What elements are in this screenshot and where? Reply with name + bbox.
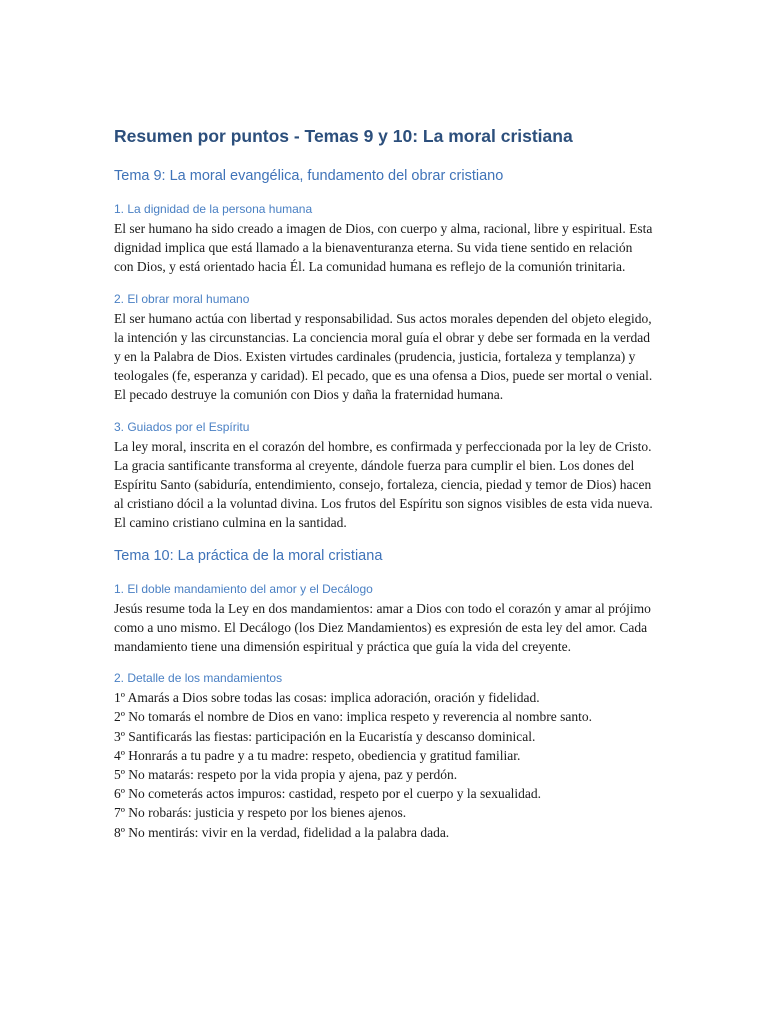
list-item: 8º No mentirás: vivir en la verdad, fidelidad a la palabra dada.	[114, 824, 450, 840]
list-item: 6º No cometerás actos impuros: castidad, respeto por el cuerpo y la sexualidad.	[114, 786, 542, 802]
list-item: 1º Amarás a Dios sobre todas las cosas: implica adoración, oración y fidelidad.	[114, 690, 540, 706]
tema9-heading: Tema 9: La moral evangélica, fundamento del obrar cristiano	[114, 168, 504, 184]
section-heading-obrar-moral: 2. El obrar moral humano	[114, 291, 250, 306]
commandments-list	[114, 688, 654, 842]
document-title: Resumen por puntos - Temas 9 y 10: La moral cristiana	[114, 126, 573, 146]
list-item: 4º Honrarás a tu padre y a tu madre: respeto, obediencia y gratitud familiar.	[114, 747, 521, 763]
list-item: 5º No matarás: respeto por la vida propia y ajena, paz y perdón.	[114, 767, 458, 783]
section-heading-detalle-mandamientos: 2. Detalle de los mandamientos	[114, 671, 283, 686]
list-item: 2º No tomarás el nombre de Dios en vano: implica respeto y reverencia al nombre santo.	[114, 709, 593, 725]
list-item: 7º No robarás: justicia y respeto por los bienes ajenos.	[114, 805, 407, 821]
section-text-espiritu: La ley moral, inscrita en el corazón del hombre, es confirmada y perfeccionada por la ley de Cristo. La gracia santificante transforma al creyente, dándole fuerza para cumplir el bien. Los dones del Espíritu Santo (sabiduría, entendimiento, consejo, fortaleza, ciencia, piedad y temor de Dios) hacen al cristiano dócil a la voluntad divina. Los frutos del Espíritu son signos visibles de esta vida nueva. El camino cristiano culmina en la santidad.	[114, 438, 653, 531]
section-heading-espiritu: 3. Guiados por el Espíritu	[114, 419, 250, 434]
section-text-dignidad: El ser humano ha sido creado a imagen de Dios, con cuerpo y alma, racional, libre y espiritual. Esta dignidad implica que está llamado a la bienaventuranza eterna. Su vida tiene sentido en relación con Dios, y está orientado hacia Él. La comunidad humana es reflejo de la comunión trinitaria.	[114, 221, 653, 275]
section-text-doble-mandamiento: Jesús resume toda la Ley en dos mandamientos: amar a Dios con todo el corazón y amar al prójimo como a uno mismo. El Decálogo (los Diez Mandamientos) es expresión de esta ley del amor. Cada mandamiento tiene una dimensión espiritual y práctica que guía la vida del creyente.	[114, 600, 651, 655]
section-heading-dignidad: 1. La dignidad de la persona humana	[114, 202, 313, 216]
list-item: 3º Santificarás las fiestas: participación en la Eucaristía y descanso dominical.	[114, 728, 536, 744]
tema10-heading: Tema 10: La práctica de la moral cristiana	[114, 547, 383, 564]
section-text-obrar-moral: El ser humano actúa con libertad y responsabilidad. Sus actos morales dependen del objeto elegido, la intención y las circunstancias. La conciencia moral guía el obrar y debe ser formada en la verdad y en la Palabra de Dios. Existen virtudes cardinales (prudencia, justicia, fortaleza y templanza) y teologales (fe, esperanza y caridad). El pecado, que es una ofensa a Dios, puede ser mortal o venial. El pecado destruye la comunión con Dios y daña la fraternidad humana.	[114, 310, 653, 403]
section-heading-doble-mandamiento: 1. El doble mandamiento del amor y el Decálogo	[114, 581, 373, 596]
document-body	[114, 124, 654, 842]
